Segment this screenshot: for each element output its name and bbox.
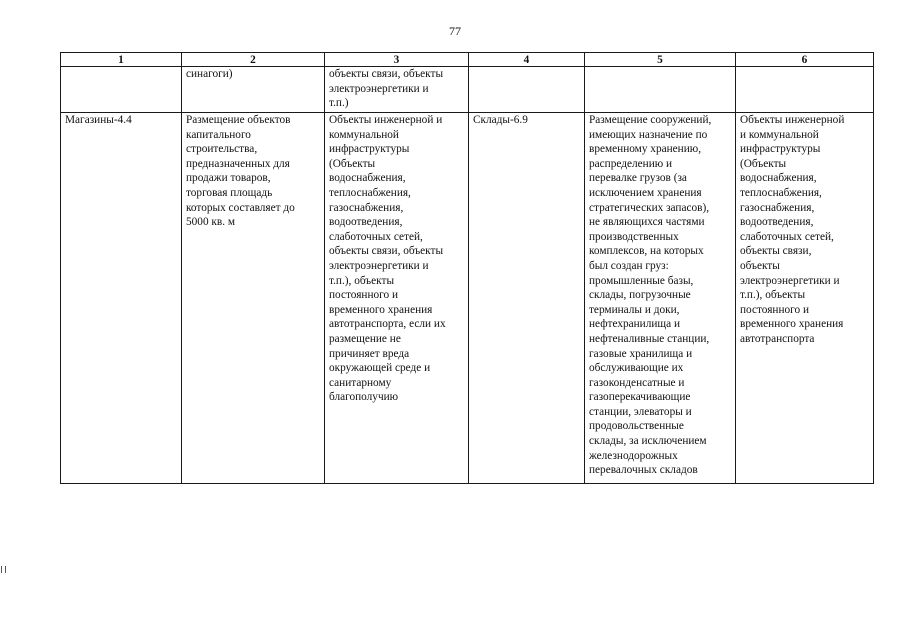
page-number: 77 [449,24,461,38]
column-header-2: 2 [182,53,325,67]
table-row-shops-warehouses [61,113,874,484]
table-cell: объекты связи, объекты электроэнергетики и т.п.) [325,67,469,113]
column-header-1: 1 [61,53,182,67]
table-cell-main-use: Магазины-4.4 [61,113,182,484]
column-header-5: 5 [585,53,736,67]
column-header-3: 3 [325,53,469,67]
column-header-4: 4 [469,53,585,67]
table-cell-conditional-use-description: Размещение сооружений, имеющих назначение по временному хранению, распределению и перевалке грузов (за исключением хранения стратегических запасов), не являющихся частями производственных комплексов, на которых был создан груз: промышленные базы, склады, погрузочные терминалы и доки, нефтехранилища и нефтеналивные станции, газовые хранилища и обслуживающие их газоконденсатные и газоперекачивающие станции, элеваторы и продовольственные склады, за исключением железнодорожных перевалочных складов [585,113,736,484]
land-use-table [60,52,874,484]
table-cell [61,67,182,113]
table-cell [469,67,585,113]
table-cell-main-use-description: Размещение объектов капитального строительства, предназначенных для продажи товаров, торговая площадь которых составляет до 5000 кв. м [182,113,325,484]
table-cell: синагоги) [182,67,325,113]
table-cell-conditional-auxiliary-use: Объекты инженерной и коммунальной инфраструктуры (Объекты водоснабжения, теплоснабжения, газоснабжения, водоотведения, слаботочных сетей, объекты связи, объекты электроэнергетики и т.п.), объекты постоянного и временного хранения автотранспорта [736,113,874,484]
header-row [61,53,874,67]
table-cell [736,67,874,113]
table-row-continuation [61,67,874,113]
column-header-6: 6 [736,53,874,67]
table-cell [585,67,736,113]
table-cell-auxiliary-use: Объекты инженерной и коммунальной инфраструктуры (Объекты водоснабжения, теплоснабжения, газоснабжения, водоотведения, слаботочных сетей, объекты связи, объекты электроэнергетики и т.п.), объекты постоянного и временного хранения автотранспорта, если их размещение не причиняет вреда окружающей среде и санитарному благополучию [325,113,469,484]
table-cell-conditional-use: Склады-6.9 [469,113,585,484]
margin-mark [1,566,6,573]
